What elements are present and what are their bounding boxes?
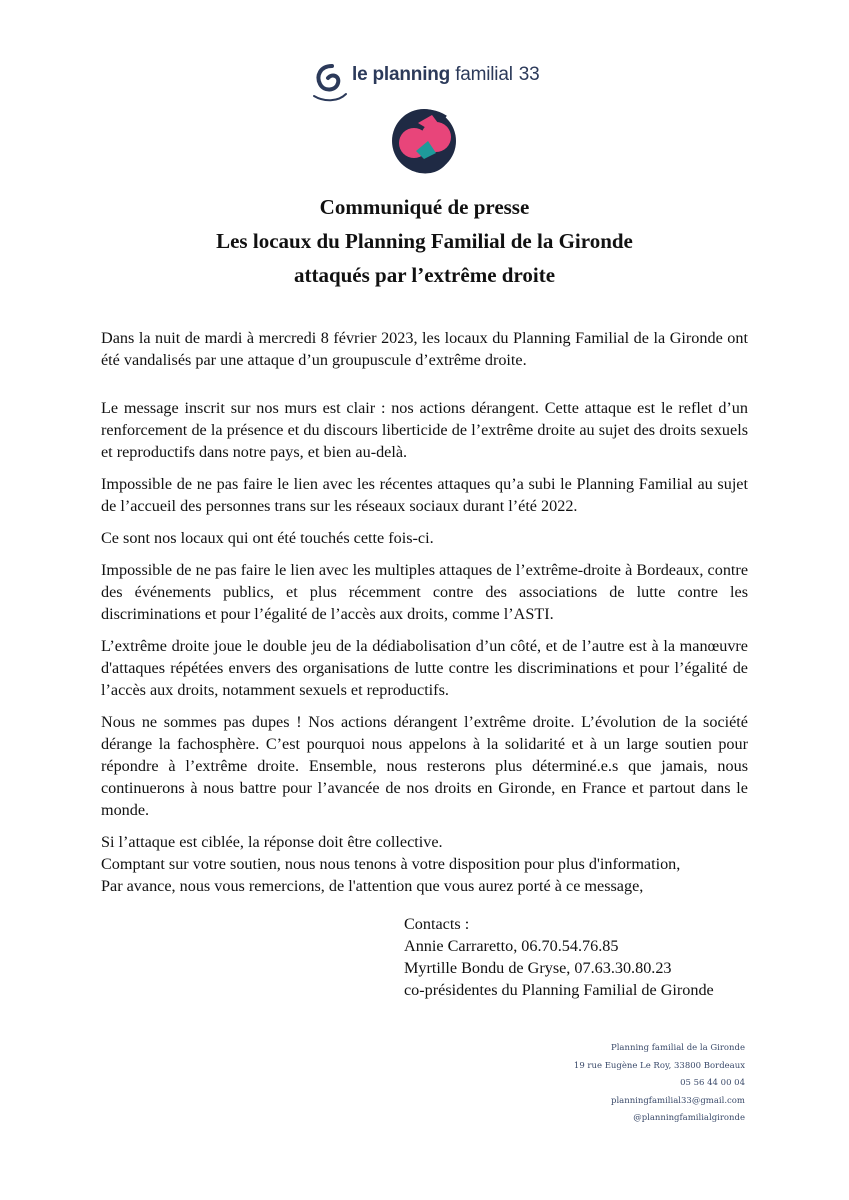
paragraph: Ce sont nos locaux qui ont été touchés cette fois-ci.	[101, 529, 434, 547]
footer-social-handle: @planningfamilialgironde	[633, 1113, 745, 1123]
contact-line: co-présidentes du Planning Familial de Gironde	[404, 981, 714, 999]
logo-text-number: 33	[518, 64, 540, 85]
logo-wordmark	[352, 64, 539, 86]
paragraph: Impossible de ne pas faire le lien avec les récentes attaques qu’a subi le Planning Familial au sujet de l’accueil des personnes trans sur les réseaux sociaux durant l’été 2022.	[101, 475, 748, 515]
contacts-block	[404, 913, 764, 1001]
organization-logo	[310, 58, 550, 104]
paragraph: Dans la nuit de mardi à mercredi 8 février 2023, les locaux du Planning Familial de la Gironde ont été vandalisés par une attaque d’un groupuscule d’extrême droite.	[101, 329, 748, 369]
closing-line: Par avance, nous vous remercions, de l'attention que vous aurez porté à ce message,	[101, 877, 644, 895]
title-line-3: attaqués par l’extrême droite	[293, 263, 556, 287]
contact-line: Myrtille Bondu de Gryse, 07.63.30.80.23	[404, 959, 672, 977]
swirl-logo-icon	[310, 58, 350, 104]
closing-line: Si l’attaque est ciblée, la réponse doit être collective.	[101, 833, 443, 851]
logo-text-bold: le planning	[352, 64, 451, 85]
title-line-2: Les locaux du Planning Familial de la Gironde	[216, 229, 633, 253]
paragraph: L’extrême droite joue le double jeu de la dédiabolisation d’un côté, et de l’autre est à la manœuvre d'attaques répétées envers des organisations de lutte contre les discriminations et pour l’égalité de l’accès aux droits, notamment sexuels et reproductifs.	[101, 637, 748, 699]
title-line-1: Communiqué de presse	[319, 195, 530, 219]
paragraph: Nous ne sommes pas dupes ! Nos actions dérangent l’extrême droite. L’évolution de la société dérange la fachosphère. C’est pourquoi nous appelons à la solidarité et à un large soutien pour répondre à l’extrême droite. Ensemble, nous resterons plus déterminé.e.s que jamais, nous continuerons à nous battre pour l’avancée de nos droits en Gironde, en France et partout dans le monde.	[101, 713, 748, 819]
contact-line: Annie Carraretto, 06.70.54.76.85	[404, 937, 619, 955]
press-release-title	[0, 190, 849, 292]
paragraph: Le message inscrit sur nos murs est clair : nos actions dérangent. Cette attaque est le reflet d’un renforcement de la présence et du discours liberticide de l’extrême droite au sujet des droits sexuels et reproductifs dans notre pays, et bien au-delà.	[101, 399, 748, 461]
footer-address: 19 rue Eugène Le Roy, 33800 Bordeaux	[573, 1060, 745, 1071]
logo-text-light: familial	[455, 64, 513, 85]
paragraph: Impossible de ne pas faire le lien avec les multiples attaques de l’extrême-droite à Bordeaux, contre des événements publics, et plus récemment contre des associations de lutte contre les discriminations et pour l’égalité de l’accès aux droits, comme l’ASTI.	[101, 561, 748, 623]
press-release-body	[101, 327, 748, 897]
footer-org-name: Planning familial de la Gironde	[610, 1043, 745, 1053]
footer-email: planningfamilial33@gmail.com	[611, 1095, 745, 1106]
closing-block	[101, 831, 748, 897]
address-footer	[574, 1040, 745, 1128]
emblem-icon	[388, 101, 462, 179]
contacts-heading: Contacts :	[404, 915, 470, 933]
footer-phone: 05 56 44 00 04	[680, 1078, 745, 1088]
closing-line: Comptant sur votre soutien, nous nous tenons à votre disposition pour plus d'information,	[101, 855, 681, 873]
